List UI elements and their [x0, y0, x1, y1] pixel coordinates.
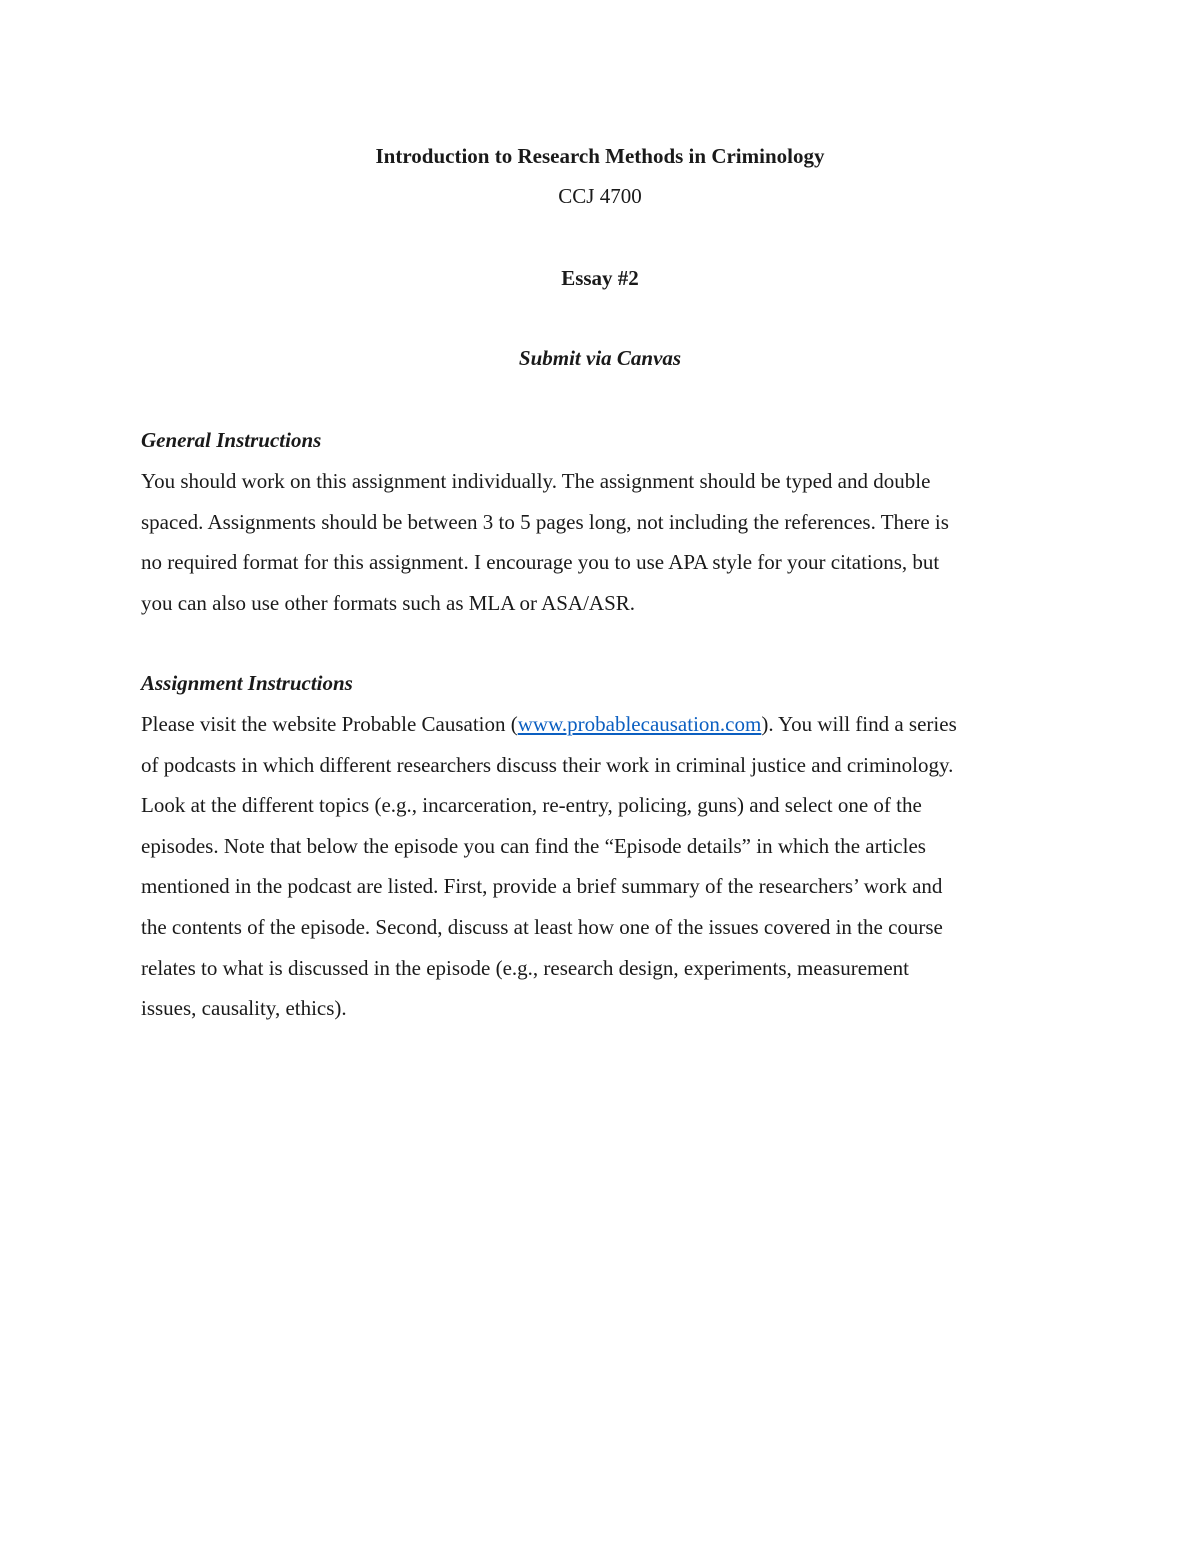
essay-label: Essay #2 [561, 266, 639, 290]
paragraph-line: of podcasts in which different researchers discuss their work in criminal justice and criminology. [141, 752, 954, 777]
assignment-instructions-paragraph [141, 711, 1071, 1036]
paragraph-line: you can also use other formats such as MLA or ASA/ASR. [141, 590, 636, 615]
assignment-instructions-heading: Assignment Instructions [141, 671, 353, 695]
paragraph-line: no required format for this assignment. I encourage you to use APA style for your citations, but [141, 550, 940, 575]
general-instructions-heading: General Instructions [141, 428, 322, 452]
paragraph-line: mentioned in the podcast are listed. First, provide a brief summary of the researchers’ work and [141, 874, 943, 899]
paragraph-line [141, 711, 1071, 752]
line-text: ). You will find a series [761, 712, 957, 736]
probable-causation-link[interactable]: www.probablecausation.com [517, 712, 762, 736]
paragraph-line: You should work on this assignment individually. The assignment should be typed and double [141, 469, 931, 493]
paragraph-line: relates to what is discussed in the episode (e.g., research design, experiments, measurement [141, 955, 910, 980]
general-instructions-paragraph [141, 468, 1071, 630]
line-text: Please visit the website Probable Causation ( [141, 712, 518, 736]
paragraph-line: episodes. Note that below the episode you can find the “Episode details” in which the articles [141, 833, 926, 858]
paragraph-line: Look at the different topics (e.g., incarceration, re-entry, policing, guns) and select one of the [141, 793, 922, 818]
paragraph-line: issues, causality, ethics). [141, 996, 347, 1021]
document-title: Introduction to Research Methods in Criminology [375, 144, 825, 168]
paragraph-line: the contents of the episode. Second, discuss at least how one of the issues covered in the course [141, 914, 943, 939]
paragraph-line: spaced. Assignments should be between 3 to 5 pages long, not including the references. There is [141, 509, 949, 534]
submission-note: Submit via Canvas [518, 346, 682, 370]
course-code: CCJ 4700 [558, 184, 642, 208]
